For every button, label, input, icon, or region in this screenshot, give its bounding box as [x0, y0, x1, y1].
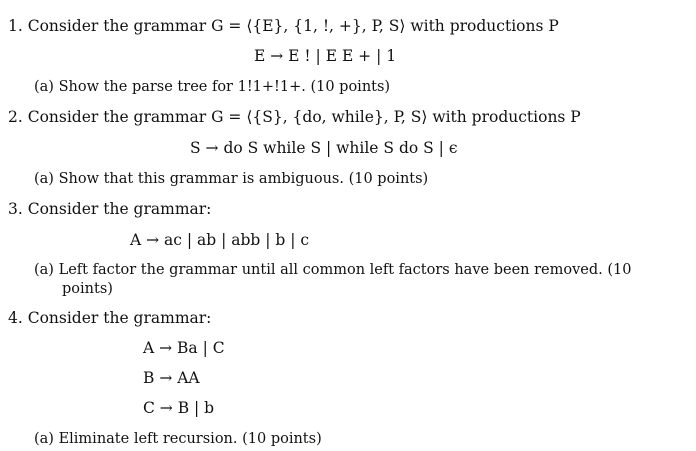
question-2-intro: 2. Consider the grammar G = ⟨{S}, {do, while}, P, S⟩ with productions P [8, 108, 581, 126]
question-1-part-a: (a) Show the parse tree for 1!1+!1+. (10 points) [34, 79, 391, 95]
question-4-part-a: (a) Eliminate left recursion. (10 points) [34, 431, 322, 447]
question-2-production: S → do S while S | while S do S | ϵ [190, 139, 458, 157]
question-2-part-a: (a) Show that this grammar is ambiguous. (10 points) [34, 171, 429, 187]
question-1-intro: 1. Consider the grammar G = ⟨{E}, {1, !, +}, P, S⟩ with productions P [8, 17, 559, 35]
question-3-part-a-line1: (a) Left factor the grammar until all common left factors have been removed. (10 [34, 262, 632, 278]
question-3-part-a-line2: points) [62, 281, 113, 297]
question-4-production-a: A → Ba | C [143, 339, 225, 357]
question-4-production-c: C → B | b [143, 399, 215, 417]
question-4-production-b: B → AA [143, 369, 200, 387]
question-3-production: A → ac | ab | abb | b | c [130, 231, 310, 249]
question-4-intro: 4. Consider the grammar: [8, 309, 212, 327]
question-1-production: E → E ! | E E + | 1 [254, 47, 397, 65]
question-3-intro: 3. Consider the grammar: [8, 200, 212, 218]
